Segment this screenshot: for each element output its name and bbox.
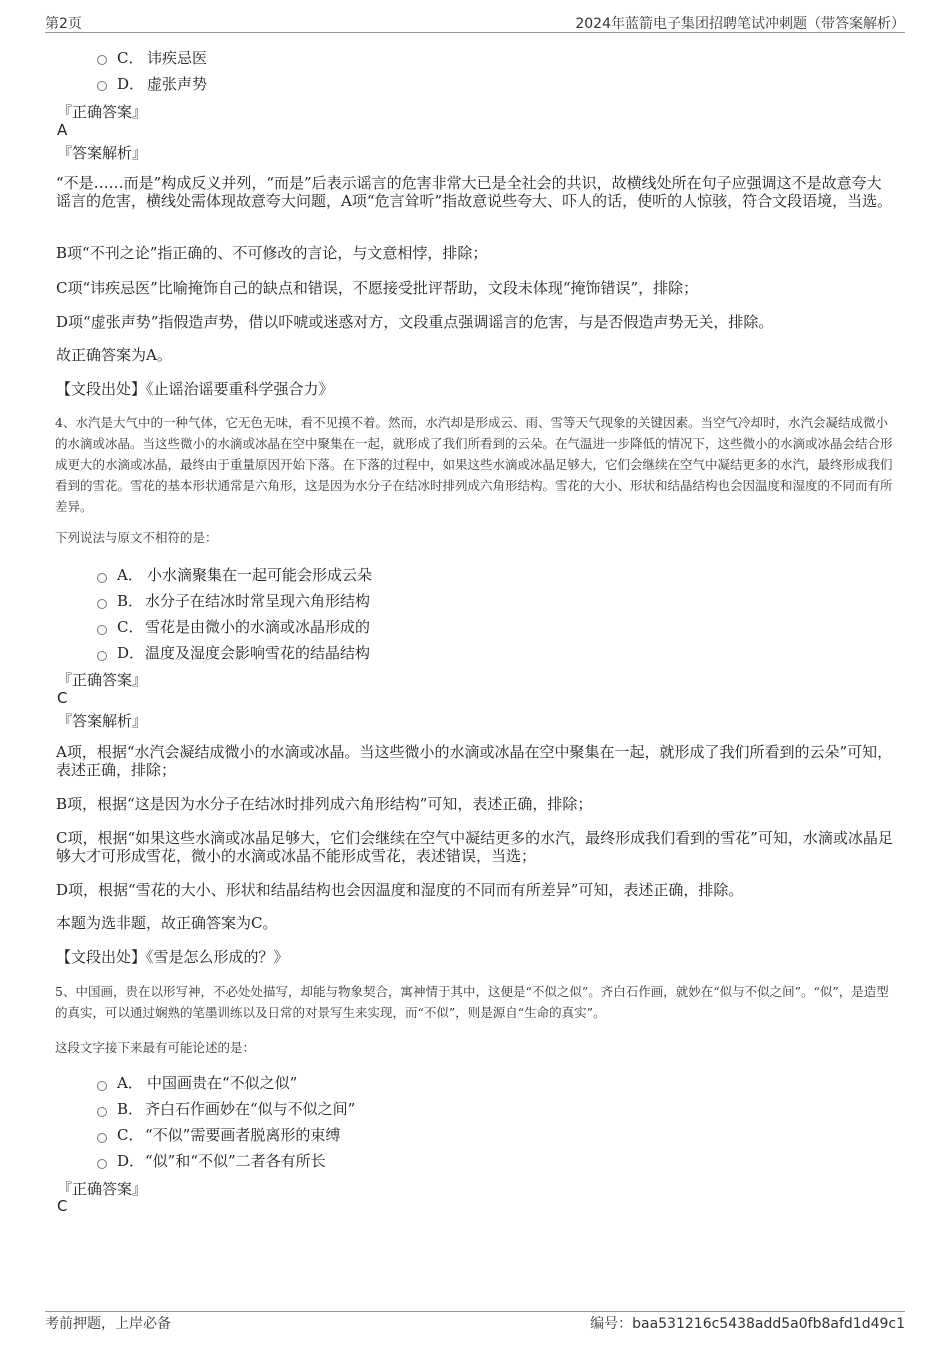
analysis-conclusion: 本题为选非题，故正确答案为C。 xyxy=(56,914,278,932)
correct-answer: C xyxy=(57,1197,68,1215)
answer-label: 『正确答案』 xyxy=(57,103,148,121)
option-letter: A． xyxy=(117,1074,143,1092)
radio-option-c[interactable] xyxy=(97,1133,107,1143)
document-title: 2024年蓝箭电子集团招聘笔试冲刺题（带答案解析） xyxy=(575,16,905,32)
page-number: 第2页 xyxy=(45,16,82,32)
document-id: 编号：baa531216c5438add5a0fb8afd1d49c1 xyxy=(590,1316,905,1332)
correct-answer: C xyxy=(57,689,68,707)
footer-slogan: 考前押题，上岸必备 xyxy=(45,1316,171,1332)
option-letter: C． xyxy=(117,1126,144,1144)
option-letter: B． xyxy=(117,1100,144,1118)
source-citation: 【文段出处】《雪是怎么形成的？》 xyxy=(56,948,289,966)
analysis-paragraph: D项“虚张声势”指假造声势，借以吓唬或迷惑对方，文段重点强调谣言的危害，与是否假造声势无关，排除。 xyxy=(56,313,774,331)
footer-divider xyxy=(45,1311,905,1312)
analysis-label: 『答案解析』 xyxy=(57,712,148,730)
option-letter: A． xyxy=(117,566,143,584)
option-letter: C． xyxy=(117,49,144,67)
correct-answer: A xyxy=(57,121,68,139)
option-text: 齐白石作画妙在“似与不似之间” xyxy=(145,1100,356,1118)
source-citation: 【文段出处】《止谣治谣要重科学强合力》 xyxy=(56,380,334,398)
answer-label: 『正确答案』 xyxy=(57,671,148,689)
option-text: 中国画贵在“不似之似” xyxy=(147,1074,298,1092)
analysis-paragraph: “不是……而是”构成反义并列，“而是”后表示谣言的危害非常大已是全社会的共识，故横线处所在句子应强调这不是故意夸大谣言的危害，横线处需体现故意夸大问题，A项“危言耸听”指故意说些夸大、吓人的话，使听的人惊骇，符合文段语境，当选。 xyxy=(56,174,893,210)
radio-option-a[interactable] xyxy=(97,573,107,583)
option-text: 小水滴聚集在一起可能会形成云朵 xyxy=(147,566,373,584)
option-text: “似”和“不似”二者各有所长 xyxy=(145,1152,326,1170)
radio-option-a[interactable] xyxy=(97,1081,107,1091)
radio-option-d[interactable] xyxy=(97,1159,107,1169)
option-letter: D． xyxy=(117,644,145,662)
header-divider xyxy=(45,32,905,33)
radio-option-b[interactable] xyxy=(97,1107,107,1117)
question-prompt: 下列说法与原文不相符的是： xyxy=(55,530,218,545)
option-text: 讳疾忌医 xyxy=(147,49,208,67)
analysis-paragraph: A项，根据“水汽会凝结成微小的水滴或冰晶。当这些微小的水滴或冰晶在空中聚集在一起，就形成了我们所看到的云朵”可知，表述正确，排除； xyxy=(56,743,893,779)
analysis-paragraph: B项，根据“这是因为水分子在结冰时排列成六角形结构”可知，表述正确，排除； xyxy=(56,795,593,813)
option-letter: D． xyxy=(117,75,145,93)
option-text: 温度及湿度会影响雪花的结晶结构 xyxy=(145,644,371,662)
analysis-paragraph: C项“讳疾忌医”比喻掩饰自己的缺点和错误，不愿接受批评帮助，文段未体现“掩饰错误”，排除； xyxy=(56,279,699,297)
option-text: 雪花是由微小的水滴或冰晶形成的 xyxy=(145,618,371,636)
question-stem: 4、水汽是大气中的一种气体，它无色无味，看不见摸不着。然而，水汽却是形成云、雨、雪等天气现象的关键因素。当空气冷却时，水汽会凝结成微小的水滴或冰晶。当这些微小的水滴或冰晶在空中聚集在一起，就形成了我们所看到的云朵。在气温进一步降低的情况下，这些微小的水滴或冰晶会结合形成更大的水滴或冰晶，最终由于重量原因开始下落。在下落的过程中，如果这些水滴或冰晶足够大，它们会继续在空气中凝结更多的水汽，最终形成我们看到的雪花。雪花的基本形状通常是六角形，这是因为水分子在结冰时排列成六角形结构。雪花的大小、形状和结晶结构也会因温度和湿度的不同而有所差异。 xyxy=(55,415,893,514)
question-stem: 5、中国画，贵在以形写神，不必处处描写，却能与物象契合，寓神情于其中，这便是“不似之似”。齐白石作画，就妙在“似与不似之间”。“似”，是造型的真实，可以通过娴熟的笔墨训练以及日常的对景写生来实现，而“不似”，则是源自“生命的真实”。 xyxy=(55,984,889,1020)
radio-option-d[interactable] xyxy=(97,651,107,661)
radio-option-d[interactable] xyxy=(97,81,107,91)
radio-option-c[interactable] xyxy=(97,55,107,65)
option-text: 虚张声势 xyxy=(147,75,208,93)
option-letter: C． xyxy=(117,618,144,636)
option-text: 水分子在结冰时常呈现六角形结构 xyxy=(145,592,371,610)
option-letter: D． xyxy=(117,1152,145,1170)
analysis-paragraph: C项，根据“如果这些水滴或冰晶足够大，它们会继续在空气中凝结更多的水汽，最终形成我们看到的雪花”可知，水滴或冰晶足够大才可形成雪花，微小的水滴或冰晶不能形成雪花，表述错误，当选； xyxy=(56,829,893,865)
analysis-label: 『答案解析』 xyxy=(57,144,148,162)
option-text: “不似”需要画者脱离形的束缚 xyxy=(145,1126,341,1144)
option-letter: B． xyxy=(117,592,144,610)
radio-option-b[interactable] xyxy=(97,599,107,609)
analysis-paragraph: B项“不刊之论”指正确的、不可修改的言论，与文意相悖，排除； xyxy=(56,244,488,262)
answer-label: 『正确答案』 xyxy=(57,1180,148,1198)
analysis-paragraph: D项，根据“雪花的大小、形状和结晶结构也会因温度和湿度的不同而有所差异”可知，表述正确，排除。 xyxy=(56,881,744,899)
analysis-conclusion: 故正确答案为A。 xyxy=(56,346,172,364)
question-prompt: 这段文字接下来最有可能论述的是： xyxy=(55,1040,256,1055)
radio-option-c[interactable] xyxy=(97,625,107,635)
